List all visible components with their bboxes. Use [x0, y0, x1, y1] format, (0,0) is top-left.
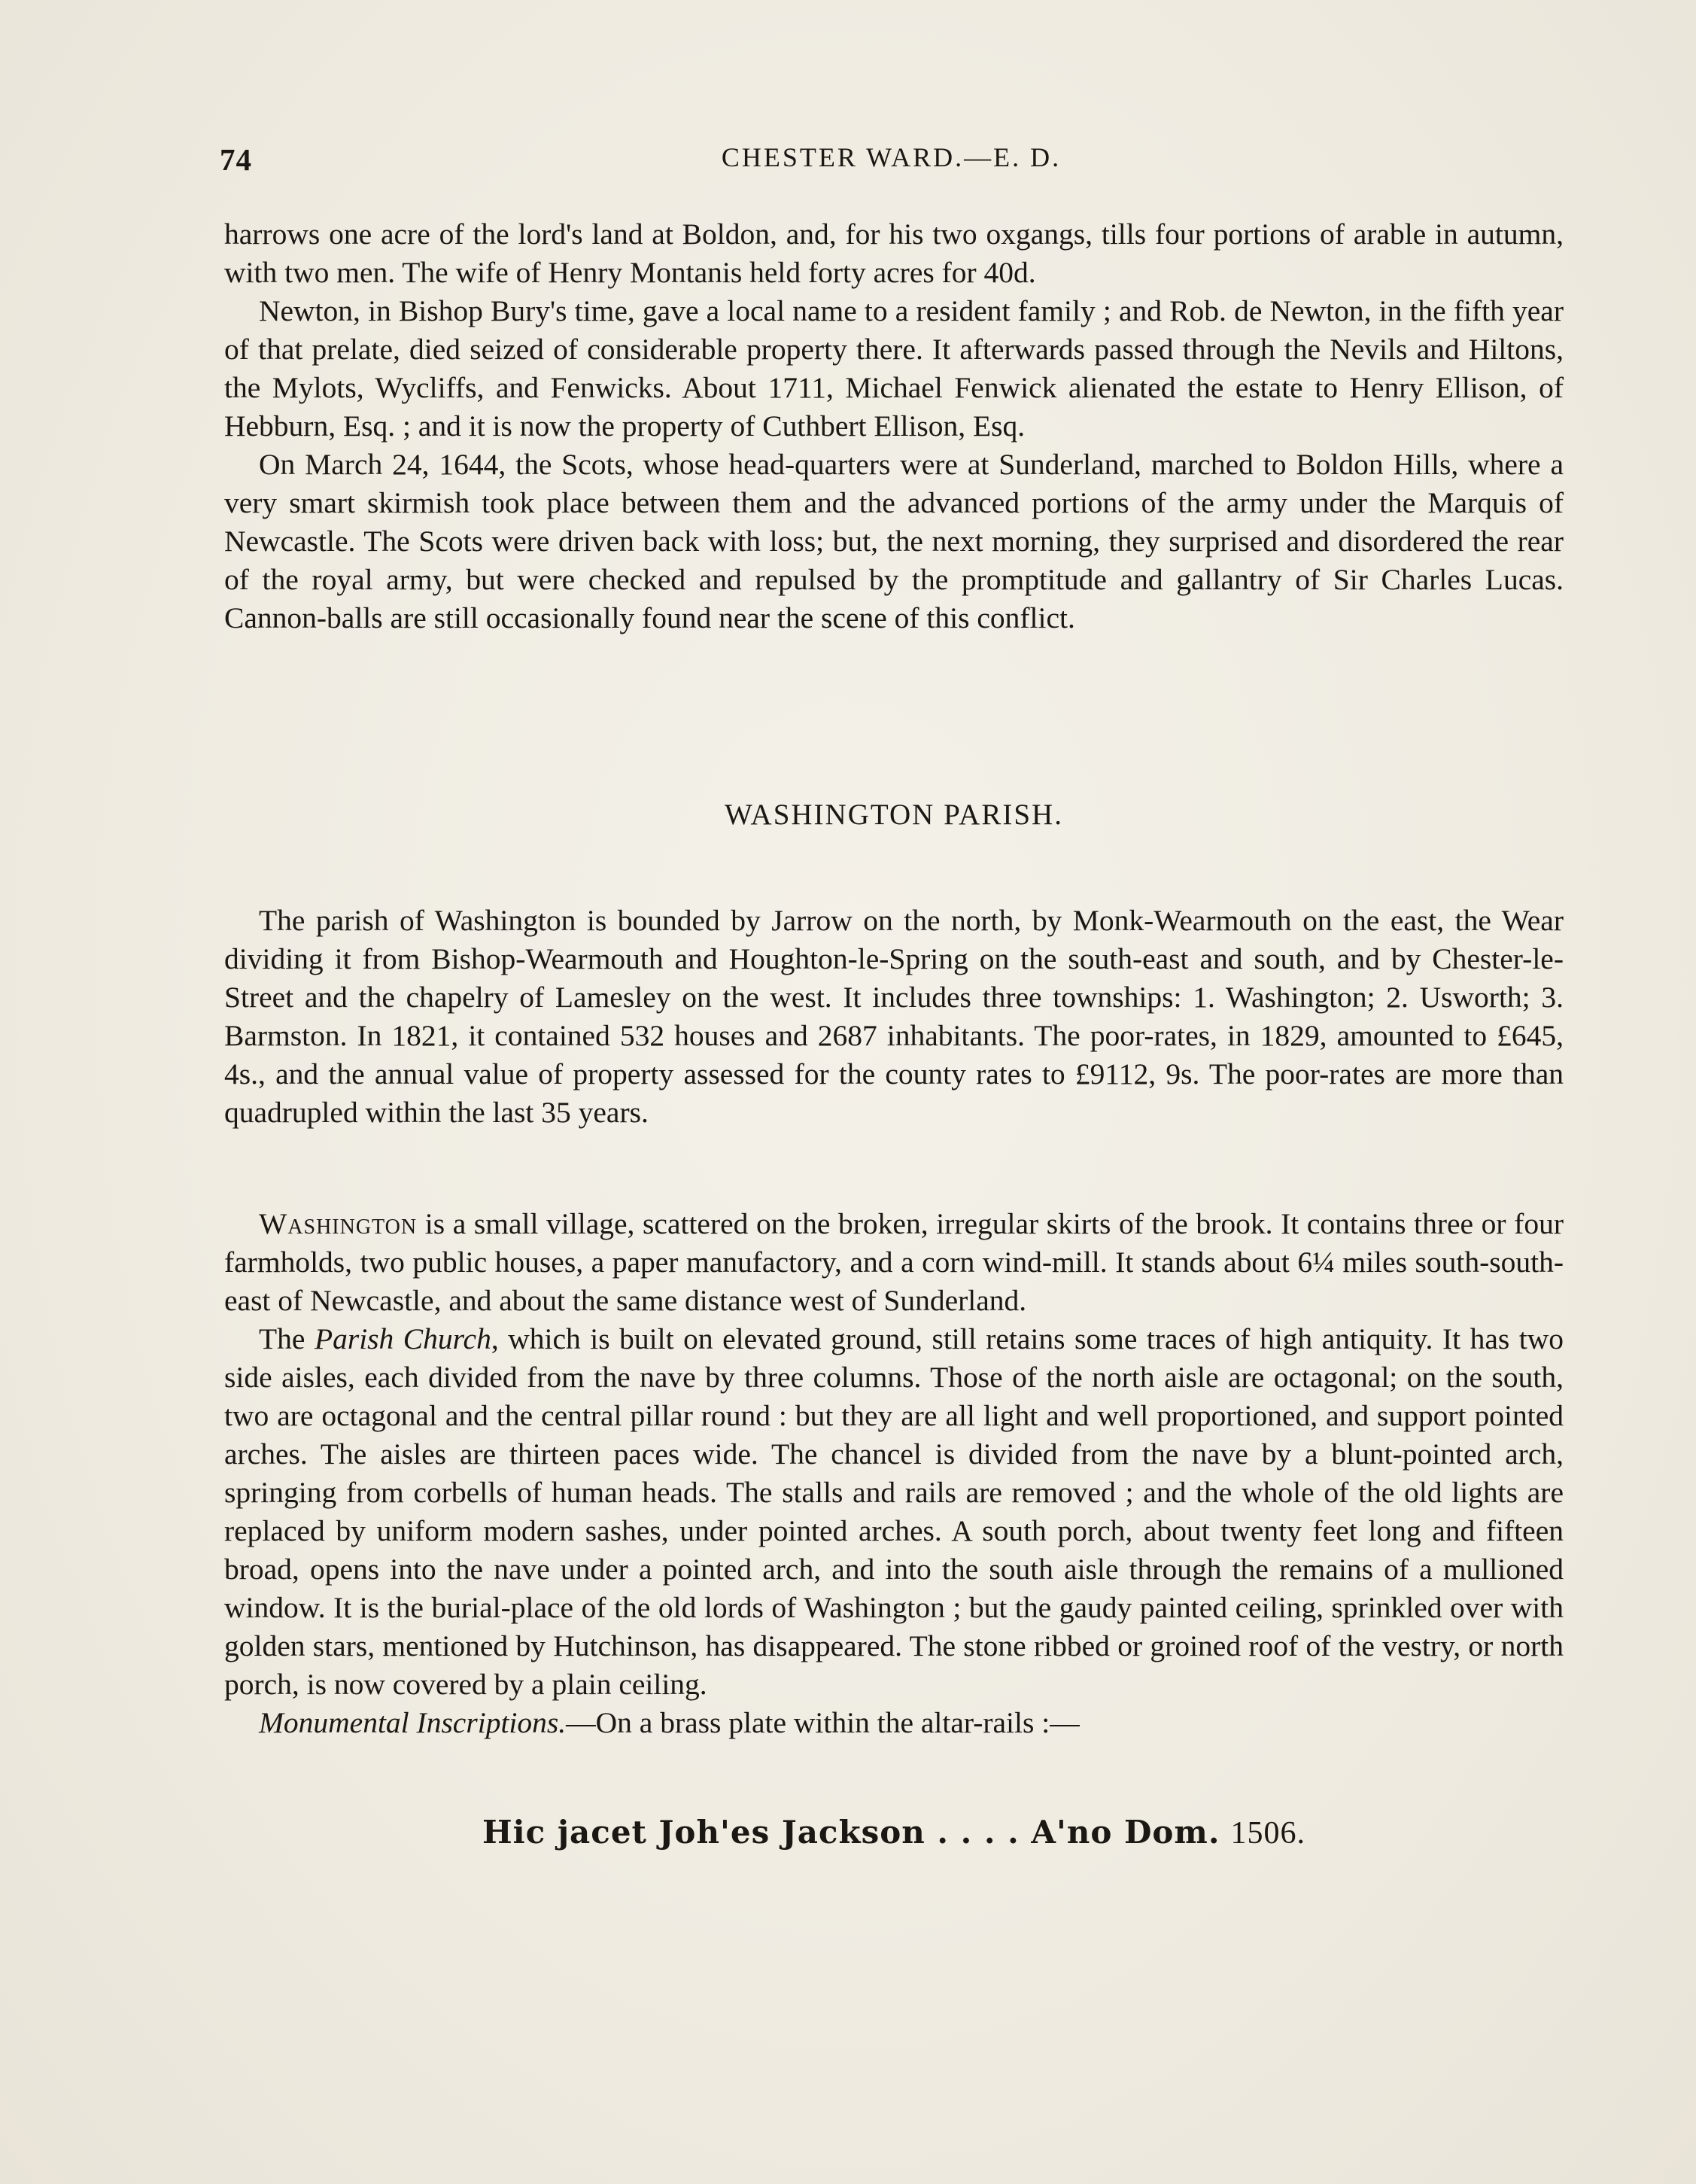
washington-village-block	[224, 1205, 1564, 1742]
paragraph-boldon-hills-skirmish: On March 24, 1644, the Scots, whose head-quarters were at Sunderland, marched to Boldon Hills, where a very smart skirmish took place between them and the advanced portions of the army under the Marquis of Newcastle. The Scots were driven back with loss; but, the next morning, they surprised and disordered the rear of the royal army, but were checked and repulsed by the promptitude and gallantry of Sir Charles Lucas. Cannon-balls are still occasionally found near the scene of this conflict.	[224, 448, 1564, 634]
paragraph-parish-church	[224, 1320, 1564, 1704]
section-title: WASHINGTON PARISH.	[725, 798, 1063, 831]
church-description: , which is built on elevated ground, still retains some traces of high antiquity. It has two side aisles, each divided from the nave by three columns. Those of the north aisle are octagonal; on the south, two are octagonal and the central pillar round : but they are all light and well proportioned, and support pointed arches. The aisles are thirteen paces wide. The chancel is divided from the nave by a blunt-pointed arch, springing from corbells of human heads. The stalls and rails are removed ; and the whole of the old lights are replaced by uniform modern sashes, under pointed arches. A south porch, about twenty feet long and fifteen broad, opens into the nave under a pointed arch, and into the south aisle through the remains of a mullioned window. It is the burial-place of the old lords of Washington ; but the gaudy painted ceiling, sprinkled over with golden stars, mentioned by Hutchinson, has disappeared. The stone ribbed or groined roof of the vestry, or north porch, is now covered by a plain ceiling.	[224, 1322, 1564, 1701]
inscription-text: Hic jacet Joh'es Jackson . . . . A'no Dom.	[482, 1814, 1220, 1851]
paragraph-boldon-continued: harrows one acre of the lord's land at Boldon, and, for his two oxgangs, tills four portions of arable in autumn, with two men. The wife of Henry Montanis held forty acres for 40d.	[224, 217, 1564, 289]
church-lead: The	[259, 1322, 315, 1355]
brass-plate-inscription	[224, 1814, 1564, 1851]
continued-text-block	[224, 215, 1564, 637]
page-number: 74	[220, 142, 252, 177]
church-name-italic: Parish Church	[314, 1322, 491, 1355]
paragraph-parish-bounds: The parish of Washington is bounded by Jarrow on the north, by Monk-Wearmouth on the east, the Wear dividing it from Bishop-Wearmouth and Houghton-le-Spring on the south-east and south, and by Chester-le-Street and the chapelry of Lamesley on the west. It includes three townships: 1. Washington; 2. Usworth; 3. Barmston. In 1821, it contained 532 houses and 2687 inhabitants. The poor-rates, in 1829, amounted to £645, 4s., and the annual value of property assessed for the county rates to £9112, 9s. The poor-rates are more than quadrupled within the last 35 years.	[224, 904, 1564, 1129]
paragraph-washington-village	[224, 1205, 1564, 1320]
paragraph-monumental-inscriptions	[224, 1704, 1564, 1742]
parish-intro-block	[224, 902, 1564, 1132]
paragraph-newton: Newton, in Bishop Bury's time, gave a local name to a resident family ; and Rob. de Newton, in the fifth year of that prelate, died seized of considerable property there. It afterwards passed through the Nevils and Hiltons, the Mylots, Wycliffs, and Fenwicks. About 1711, Michael Fenwick alienated the estate to Henry Ellison, of Hebburn, Esq. ; and it is now the property of Cuthbert Ellison, Esq.	[224, 294, 1564, 443]
running-head: CHESTER WARD.—E. D.	[721, 142, 1062, 172]
page-header	[220, 141, 1563, 187]
inscriptions-intro: —On a brass plate within the altar-rails :—	[566, 1706, 1080, 1739]
inscriptions-heading-italic: Monumental Inscriptions.	[259, 1706, 567, 1739]
village-description: is a small village, scattered on the broken, irregular skirts of the brook. It contains three or four farmholds, two public houses, a paper manufactory, and a corn wind-mill. It stands about 6¼ miles south-south-east of Newcastle, and about the same distance west of Sunderland.	[224, 1207, 1564, 1317]
village-name-lead: Washington	[259, 1207, 418, 1240]
inscription-year: 1506.	[1230, 1816, 1305, 1851]
